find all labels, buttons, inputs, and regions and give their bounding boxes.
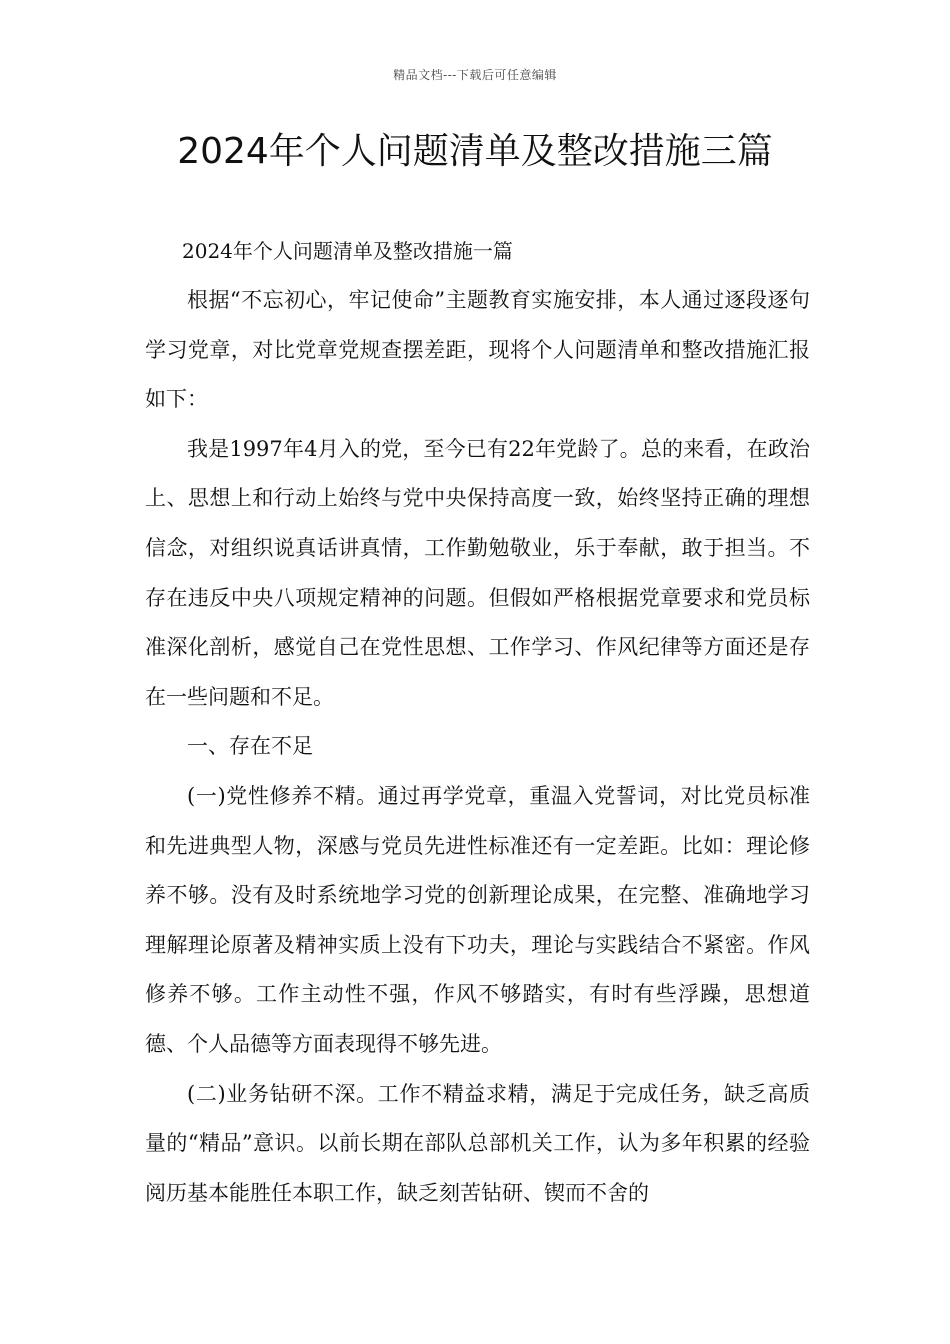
section-heading: 一、存在不足: [187, 734, 313, 759]
paragraph-section-1: (一)党性修养不精。通过再学党章，重温入党誓词，对比党员标准和先进典型人物，深感与党员先进性标准还有一定差距。比如：理论修养不够。没有及时系统地学习党的创新理论成果，在完整、准确地学习理解理论原著及精神实质上没有下功夫，理论与实践结合不紧密。作风修养不够。工作主动性不强，作风不够踏实，有时有些浮躁，思想道德、个人品德等方面表现得不够先进。: [145, 783, 810, 1056]
document-body: [145, 226, 810, 1218]
paragraph-intro: 根据“不忘初心，牢记使命”主题教育实施安排，本人通过逐段逐句学习党章，对比党章党规查摆差距，现将个人问题清单和整改措施汇报如下：: [145, 288, 810, 412]
document-title: 2024年个人问题清单及整改措施三篇: [177, 131, 773, 172]
paragraph-overview: 我是1997年4月入的党，至今已有22年党龄了。总的来看，在政治上、思想上和行动上始终与党中央保持高度一致，始终坚持正确的理想信念，对组织说真话讲真情，工作勤勉敬业，乐于奉献，敢于担当。不存在违反中央八项规定精神的问题。但假如严格根据党章要求和党员标准深化剖析，感觉自己在党性思想、工作学习、作风纪律等方面还是存在一些问题和不足。: [145, 436, 810, 709]
document-subtitle: 2024年个人问题清单及整改措施一篇: [182, 239, 513, 263]
header-note: 精品文档---下载后可任意编辑: [393, 68, 557, 82]
paragraph-section-2: (二)业务钻研不深。工作不精益求精，满足于完成任务，缺乏高质量的“精品”意识。以前长期在部队总部机关工作，认为多年积累的经验阅历基本能胜任本职工作，缺乏刻苦钻研、锲而不舍的: [145, 1081, 810, 1205]
